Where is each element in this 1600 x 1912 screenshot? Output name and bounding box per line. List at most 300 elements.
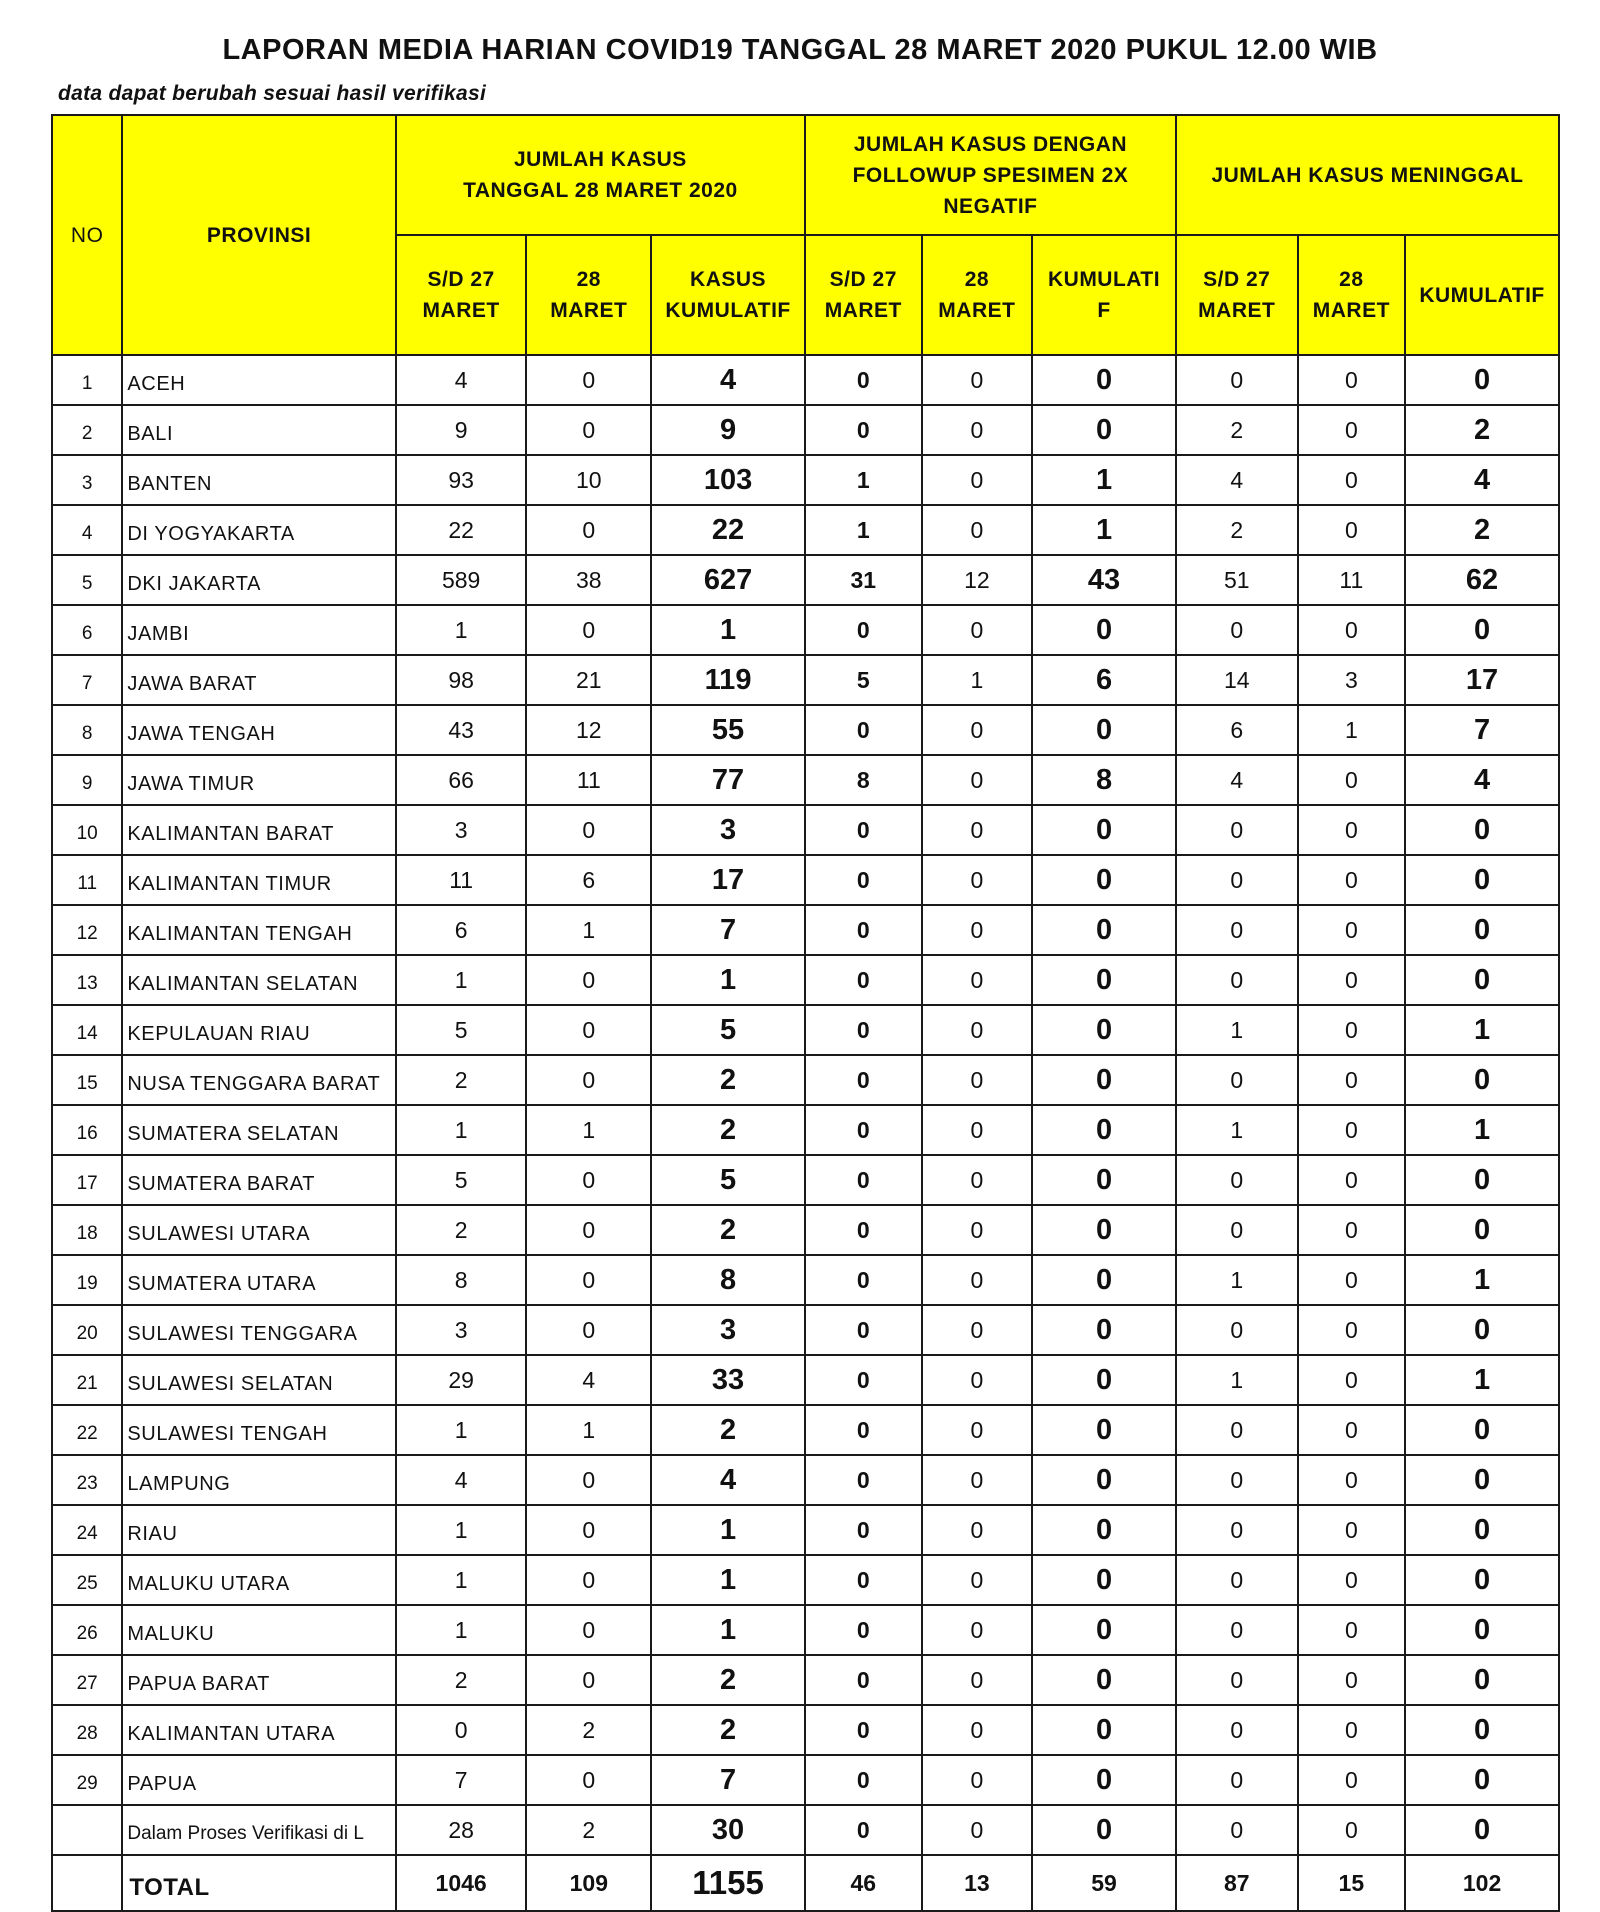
cell-no: 10 xyxy=(52,805,122,855)
cell-followup-kumulatif: 6 xyxy=(1032,655,1176,705)
cell-meninggal-sd27: 0 xyxy=(1176,905,1298,955)
cell-kasus-kumulatif: 2 xyxy=(651,1105,805,1155)
header-group-kasus-line2: TANGGAL 28 MARET 2020 xyxy=(463,179,738,202)
total-meninggal-sd27: 87 xyxy=(1176,1855,1298,1911)
cell-kasus-kumulatif: 33 xyxy=(651,1355,805,1405)
cell-meninggal-28: 0 xyxy=(1298,755,1406,805)
cell-meninggal-kumulatif: 0 xyxy=(1405,905,1559,955)
cell-kasus-sd27: 28 xyxy=(396,1805,527,1855)
cell-followup-kumulatif: 0 xyxy=(1032,905,1176,955)
cell-kasus-kumulatif: 2 xyxy=(651,1705,805,1755)
cell-kasus-sd27: 43 xyxy=(396,705,527,755)
cell-followup-sd27: 0 xyxy=(805,805,922,855)
cell-meninggal-sd27: 0 xyxy=(1176,1805,1298,1855)
header-line: MARET xyxy=(1312,299,1390,322)
cell-meninggal-kumulatif: 0 xyxy=(1405,1655,1559,1705)
cell-no: 9 xyxy=(52,755,122,805)
cell-provinsi: KALIMANTAN TENGAH xyxy=(122,905,395,955)
cell-followup-kumulatif: 0 xyxy=(1032,1505,1176,1555)
cell-followup-kumulatif: 0 xyxy=(1032,355,1176,405)
cell-kasus-sd27: 11 xyxy=(396,855,527,905)
cell-kasus-sd27: 0 xyxy=(396,1705,527,1755)
cell-provinsi: SUMATERA SELATAN xyxy=(122,1105,395,1155)
cell-no: 16 xyxy=(52,1105,122,1155)
cell-meninggal-kumulatif: 2 xyxy=(1405,405,1559,455)
cell-meninggal-28: 0 xyxy=(1298,1655,1406,1705)
cell-kasus-28: 0 xyxy=(526,1005,651,1055)
report-subtitle: data dapat berubah sesuai hasil verifikasi xyxy=(58,82,487,105)
cell-meninggal-sd27: 1 xyxy=(1176,1255,1298,1305)
cell-meninggal-sd27: 0 xyxy=(1176,605,1298,655)
cell-kasus-kumulatif: 3 xyxy=(651,805,805,855)
cell-provinsi: ACEH xyxy=(122,355,395,405)
cell-meninggal-28: 0 xyxy=(1298,405,1406,455)
cell-kasus-kumulatif: 77 xyxy=(651,755,805,805)
table-row xyxy=(52,1005,1559,1055)
header-kasus-28 xyxy=(526,235,651,355)
cell-kasus-sd27: 3 xyxy=(396,805,527,855)
cell-provinsi: JAWA TIMUR xyxy=(122,755,395,805)
cell-meninggal-sd27: 0 xyxy=(1176,855,1298,905)
cell-no: 2 xyxy=(52,405,122,455)
header-line: MARET xyxy=(938,299,1016,322)
table-row xyxy=(52,1255,1559,1305)
total-label: TOTAL xyxy=(122,1855,395,1911)
cell-meninggal-sd27: 1 xyxy=(1176,1105,1298,1155)
cell-provinsi: SULAWESI SELATAN xyxy=(122,1355,395,1405)
cell-kasus-sd27: 98 xyxy=(396,655,527,705)
cell-kasus-28: 2 xyxy=(526,1805,651,1855)
cell-followup-28: 0 xyxy=(922,1555,1033,1605)
table-row xyxy=(52,1155,1559,1205)
cell-meninggal-kumulatif: 4 xyxy=(1405,755,1559,805)
cell-meninggal-28: 0 xyxy=(1298,855,1406,905)
cell-kasus-28: 0 xyxy=(526,1505,651,1555)
cell-kasus-sd27: 5 xyxy=(396,1005,527,1055)
cell-followup-kumulatif: 0 xyxy=(1032,1655,1176,1705)
cell-no: 5 xyxy=(52,555,122,605)
cell-provinsi: PAPUA BARAT xyxy=(122,1655,395,1705)
cell-provinsi: KEPULAUAN RIAU xyxy=(122,1005,395,1055)
cell-followup-kumulatif: 1 xyxy=(1032,505,1176,555)
cell-provinsi: LAMPUNG xyxy=(122,1455,395,1505)
cell-followup-28: 0 xyxy=(922,905,1033,955)
cell-kasus-kumulatif: 2 xyxy=(651,1405,805,1455)
cell-meninggal-kumulatif: 1 xyxy=(1405,1355,1559,1405)
cell-followup-28: 0 xyxy=(922,1455,1033,1505)
header-line: S/D 27 xyxy=(1203,268,1271,291)
cell-meninggal-kumulatif: 0 xyxy=(1405,955,1559,1005)
header-line: KUMULATIF xyxy=(1419,283,1545,307)
cell-kasus-kumulatif: 103 xyxy=(651,455,805,505)
header-group-kasus-line1: JUMLAH KASUS xyxy=(513,148,687,171)
cell-followup-sd27: 0 xyxy=(805,1405,922,1455)
table-row xyxy=(52,1355,1559,1405)
cell-no: 12 xyxy=(52,905,122,955)
cell-meninggal-28: 0 xyxy=(1298,1055,1406,1105)
cell-provinsi: KALIMANTAN SELATAN xyxy=(122,955,395,1005)
table-row xyxy=(52,1405,1559,1455)
cell-followup-28: 0 xyxy=(922,1355,1033,1405)
cell-followup-28: 0 xyxy=(922,1255,1033,1305)
cell-meninggal-sd27: 0 xyxy=(1176,1655,1298,1705)
cell-followup-sd27: 0 xyxy=(805,1255,922,1305)
cell-followup-kumulatif: 0 xyxy=(1032,1805,1176,1855)
cell-followup-kumulatif: 0 xyxy=(1032,1605,1176,1655)
cell-no: 13 xyxy=(52,955,122,1005)
cell-kasus-kumulatif: 1 xyxy=(651,605,805,655)
cell-followup-kumulatif: 0 xyxy=(1032,405,1176,455)
cell-meninggal-sd27: 0 xyxy=(1176,355,1298,405)
cell-kasus-kumulatif: 2 xyxy=(651,1655,805,1705)
header-group-meninggal xyxy=(1176,115,1559,235)
table-row xyxy=(52,455,1559,505)
cell-meninggal-kumulatif: 0 xyxy=(1405,1405,1559,1455)
cell-kasus-sd27: 93 xyxy=(396,455,527,505)
cell-no xyxy=(52,1805,122,1855)
cell-kasus-28: 0 xyxy=(526,1605,651,1655)
table-row xyxy=(52,805,1559,855)
cell-no: 25 xyxy=(52,1555,122,1605)
cell-followup-28: 0 xyxy=(922,1655,1033,1705)
cell-kasus-28: 6 xyxy=(526,855,651,905)
cell-followup-kumulatif: 0 xyxy=(1032,605,1176,655)
cell-kasus-sd27: 5 xyxy=(396,1155,527,1205)
cell-kasus-kumulatif: 7 xyxy=(651,905,805,955)
cell-meninggal-kumulatif: 0 xyxy=(1405,1055,1559,1105)
cell-meninggal-28: 3 xyxy=(1298,655,1406,705)
cell-followup-kumulatif: 0 xyxy=(1032,955,1176,1005)
total-meninggal-28: 15 xyxy=(1298,1855,1406,1911)
table-row xyxy=(52,1655,1559,1705)
cell-followup-sd27: 0 xyxy=(805,1355,922,1405)
cell-meninggal-kumulatif: 0 xyxy=(1405,1305,1559,1355)
cell-followup-kumulatif: 0 xyxy=(1032,1705,1176,1755)
cell-kasus-28: 21 xyxy=(526,655,651,705)
cell-followup-sd27: 8 xyxy=(805,755,922,805)
cell-meninggal-28: 0 xyxy=(1298,1305,1406,1355)
cell-meninggal-kumulatif: 0 xyxy=(1405,1705,1559,1755)
cell-followup-kumulatif: 0 xyxy=(1032,1355,1176,1405)
cell-meninggal-kumulatif: 0 xyxy=(1405,1605,1559,1655)
cell-no: 7 xyxy=(52,655,122,705)
cell-followup-28: 0 xyxy=(922,505,1033,555)
cell-meninggal-kumulatif: 0 xyxy=(1405,1805,1559,1855)
cell-meninggal-kumulatif: 0 xyxy=(1405,355,1559,405)
cell-kasus-sd27: 1 xyxy=(396,1555,527,1605)
cell-followup-sd27: 0 xyxy=(805,1005,922,1055)
header-line: KUMULATIF xyxy=(665,299,791,322)
cell-followup-kumulatif: 0 xyxy=(1032,1255,1176,1305)
total-meninggal-kumulatif: 102 xyxy=(1405,1855,1559,1911)
cell-provinsi: JAWA BARAT xyxy=(122,655,395,705)
cell-kasus-sd27: 22 xyxy=(396,505,527,555)
cell-kasus-28: 0 xyxy=(526,605,651,655)
cell-followup-sd27: 0 xyxy=(805,1755,922,1805)
cell-meninggal-28: 0 xyxy=(1298,1805,1406,1855)
cell-meninggal-sd27: 0 xyxy=(1176,1155,1298,1205)
table-row xyxy=(52,905,1559,955)
cell-followup-kumulatif: 0 xyxy=(1032,1555,1176,1605)
header-group-followup-line2: FOLLOWUP SPESIMEN 2X xyxy=(852,163,1129,187)
header-group-followup xyxy=(805,115,1176,235)
cell-meninggal-sd27: 2 xyxy=(1176,405,1298,455)
cell-provinsi: BANTEN xyxy=(122,455,395,505)
cell-followup-28: 0 xyxy=(922,1005,1033,1055)
cell-followup-sd27: 0 xyxy=(805,1505,922,1555)
cell-kasus-kumulatif: 22 xyxy=(651,505,805,555)
cell-followup-sd27: 0 xyxy=(805,855,922,905)
cell-followup-28: 0 xyxy=(922,605,1033,655)
cell-no: 1 xyxy=(52,355,122,405)
cell-meninggal-28: 0 xyxy=(1298,1005,1406,1055)
cell-provinsi: DKI JAKARTA xyxy=(122,555,395,605)
cell-kasus-sd27: 1 xyxy=(396,1105,527,1155)
cell-followup-sd27: 1 xyxy=(805,455,922,505)
cell-kasus-sd27: 6 xyxy=(396,905,527,955)
cell-kasus-28: 38 xyxy=(526,555,651,605)
cell-no: 18 xyxy=(52,1205,122,1255)
cell-followup-sd27: 0 xyxy=(805,1205,922,1255)
cell-kasus-28: 0 xyxy=(526,1555,651,1605)
cell-provinsi: KALIMANTAN TIMUR xyxy=(122,855,395,905)
cell-followup-28: 0 xyxy=(922,1105,1033,1155)
cell-provinsi: SUMATERA BARAT xyxy=(122,1155,395,1205)
cell-provinsi: BALI xyxy=(122,405,395,455)
cell-kasus-sd27: 7 xyxy=(396,1755,527,1805)
cell-kasus-28: 0 xyxy=(526,1205,651,1255)
header-provinsi: PROVINSI xyxy=(122,115,395,355)
total-row xyxy=(52,1855,1559,1911)
cell-kasus-28: 0 xyxy=(526,1055,651,1105)
cell-no: 29 xyxy=(52,1755,122,1805)
cell-no: 19 xyxy=(52,1255,122,1305)
cell-meninggal-kumulatif: 1 xyxy=(1405,1255,1559,1305)
header-group-followup-line3: NEGATIF xyxy=(943,194,1038,218)
header-line: S/D 27 xyxy=(829,268,897,291)
cell-meninggal-sd27: 0 xyxy=(1176,805,1298,855)
cell-followup-28: 0 xyxy=(922,1155,1033,1205)
table-row xyxy=(52,1705,1559,1755)
cell-provinsi: SULAWESI TENGGARA xyxy=(122,1305,395,1355)
cell-meninggal-kumulatif: 0 xyxy=(1405,1155,1559,1205)
table-row xyxy=(52,1105,1559,1155)
cell-kasus-28: 0 xyxy=(526,1755,651,1805)
cell-meninggal-kumulatif: 62 xyxy=(1405,555,1559,605)
table-row xyxy=(52,1605,1559,1655)
cell-no: 20 xyxy=(52,1305,122,1355)
cell-meninggal-sd27: 0 xyxy=(1176,1605,1298,1655)
cell-provinsi: KALIMANTAN BARAT xyxy=(122,805,395,855)
header-line: MARET xyxy=(824,299,902,322)
header-followup-sd27 xyxy=(805,235,922,355)
cell-provinsi: DI YOGYAKARTA xyxy=(122,505,395,555)
cell-meninggal-sd27: 0 xyxy=(1176,1305,1298,1355)
cell-no: 8 xyxy=(52,705,122,755)
cell-meninggal-sd27: 0 xyxy=(1176,1505,1298,1555)
header-group-followup-line1: JUMLAH KASUS DENGAN xyxy=(853,132,1128,156)
cell-followup-kumulatif: 0 xyxy=(1032,1455,1176,1505)
cell-kasus-sd27: 2 xyxy=(396,1055,527,1105)
cell-followup-28: 0 xyxy=(922,705,1033,755)
cell-followup-28: 0 xyxy=(922,1505,1033,1555)
cell-provinsi: SULAWESI TENGAH xyxy=(122,1405,395,1455)
cell-meninggal-kumulatif: 0 xyxy=(1405,605,1559,655)
cell-followup-kumulatif: 1 xyxy=(1032,455,1176,505)
cell-meninggal-28: 0 xyxy=(1298,605,1406,655)
cell-kasus-sd27: 1 xyxy=(396,955,527,1005)
header-line: MARET xyxy=(550,299,628,322)
cell-meninggal-28: 0 xyxy=(1298,1255,1406,1305)
cell-provinsi: Dalam Proses Verifikasi di L xyxy=(122,1805,395,1855)
cell-kasus-kumulatif: 2 xyxy=(651,1055,805,1105)
cell-meninggal-28: 0 xyxy=(1298,905,1406,955)
cell-no: 6 xyxy=(52,605,122,655)
cell-followup-28: 0 xyxy=(922,355,1033,405)
cell-no: 11 xyxy=(52,855,122,905)
cell-kasus-kumulatif: 7 xyxy=(651,1755,805,1805)
table-row xyxy=(52,355,1559,405)
total-kasus-28: 109 xyxy=(526,1855,651,1911)
cell-followup-sd27: 0 xyxy=(805,1155,922,1205)
cell-kasus-28: 12 xyxy=(526,705,651,755)
cell-followup-sd27: 0 xyxy=(805,405,922,455)
cell-kasus-sd27: 2 xyxy=(396,1205,527,1255)
cell-kasus-sd27: 4 xyxy=(396,1455,527,1505)
total-kasus-kumulatif: 1155 xyxy=(651,1855,805,1911)
cell-no: 14 xyxy=(52,1005,122,1055)
cell-followup-28: 12 xyxy=(922,555,1033,605)
cell-no: 21 xyxy=(52,1355,122,1405)
cell-kasus-sd27: 2 xyxy=(396,1655,527,1705)
cell-kasus-kumulatif: 4 xyxy=(651,355,805,405)
table-row xyxy=(52,1555,1559,1605)
cell-kasus-sd27: 1 xyxy=(396,1605,527,1655)
cell-meninggal-28: 0 xyxy=(1298,1405,1406,1455)
table-row xyxy=(52,855,1559,905)
cell-meninggal-kumulatif: 4 xyxy=(1405,455,1559,505)
cell-followup-kumulatif: 0 xyxy=(1032,1005,1176,1055)
cell-provinsi: MALUKU UTARA xyxy=(122,1555,395,1605)
cell-no: 22 xyxy=(52,1405,122,1455)
cell-kasus-sd27: 1 xyxy=(396,1505,527,1555)
cell-meninggal-sd27: 0 xyxy=(1176,1405,1298,1455)
cell-kasus-kumulatif: 5 xyxy=(651,1005,805,1055)
total-followup-sd27: 46 xyxy=(805,1855,922,1911)
cell-kasus-sd27: 1 xyxy=(396,605,527,655)
cell-kasus-28: 0 xyxy=(526,1155,651,1205)
cell-kasus-28: 0 xyxy=(526,955,651,1005)
cell-meninggal-sd27: 0 xyxy=(1176,1555,1298,1605)
cell-followup-sd27: 0 xyxy=(805,1105,922,1155)
cell-kasus-28: 1 xyxy=(526,1105,651,1155)
cell-meninggal-kumulatif: 0 xyxy=(1405,855,1559,905)
cell-kasus-28: 0 xyxy=(526,405,651,455)
cell-followup-28: 0 xyxy=(922,1305,1033,1355)
cell-no xyxy=(52,1855,122,1911)
header-line: 28 xyxy=(576,268,601,291)
cell-kasus-sd27: 589 xyxy=(396,555,527,605)
cell-no: 24 xyxy=(52,1505,122,1555)
cell-followup-sd27: 31 xyxy=(805,555,922,605)
cell-followup-sd27: 0 xyxy=(805,1805,922,1855)
cell-meninggal-sd27: 0 xyxy=(1176,1205,1298,1255)
header-meninggal-28 xyxy=(1298,235,1406,355)
cell-no: 4 xyxy=(52,505,122,555)
cell-followup-sd27: 0 xyxy=(805,1605,922,1655)
cell-meninggal-28: 0 xyxy=(1298,355,1406,405)
cell-kasus-kumulatif: 17 xyxy=(651,855,805,905)
report-title: LAPORAN MEDIA HARIAN COVID19 TANGGAL 28 MARET 2020 PUKUL 12.00 WIB xyxy=(222,34,1378,66)
cell-followup-28: 0 xyxy=(922,855,1033,905)
cell-meninggal-sd27: 4 xyxy=(1176,755,1298,805)
cell-followup-28: 0 xyxy=(922,455,1033,505)
cell-followup-28: 0 xyxy=(922,1805,1033,1855)
cell-kasus-28: 0 xyxy=(526,355,651,405)
cell-kasus-sd27: 8 xyxy=(396,1255,527,1305)
cell-kasus-28: 0 xyxy=(526,505,651,555)
cell-followup-sd27: 0 xyxy=(805,1655,922,1705)
header-meninggal-kumulatif xyxy=(1405,235,1559,355)
cell-meninggal-sd27: 4 xyxy=(1176,455,1298,505)
header-line: MARET xyxy=(422,299,500,322)
table-row xyxy=(52,605,1559,655)
cell-kasus-kumulatif: 4 xyxy=(651,1455,805,1505)
cell-meninggal-sd27: 51 xyxy=(1176,555,1298,605)
cell-meninggal-28: 1 xyxy=(1298,705,1406,755)
cell-meninggal-sd27: 0 xyxy=(1176,1055,1298,1105)
covid-report-table xyxy=(51,114,1560,1912)
cell-no: 27 xyxy=(52,1655,122,1705)
cell-followup-sd27: 0 xyxy=(805,905,922,955)
cell-kasus-kumulatif: 627 xyxy=(651,555,805,605)
table-row xyxy=(52,1805,1559,1855)
header-line: MARET xyxy=(1198,299,1276,322)
cell-meninggal-kumulatif: 0 xyxy=(1405,1555,1559,1605)
cell-provinsi: NUSA TENGGARA BARAT xyxy=(122,1055,395,1105)
header-line: S/D 27 xyxy=(427,268,495,291)
table-row xyxy=(52,955,1559,1005)
cell-followup-sd27: 0 xyxy=(805,1055,922,1105)
header-row-groups xyxy=(52,115,1559,235)
cell-kasus-sd27: 29 xyxy=(396,1355,527,1405)
header-followup-kumulatif xyxy=(1032,235,1176,355)
cell-provinsi: KALIMANTAN UTARA xyxy=(122,1705,395,1755)
cell-followup-sd27: 0 xyxy=(805,1705,922,1755)
table-row xyxy=(52,1205,1559,1255)
cell-meninggal-kumulatif: 0 xyxy=(1405,1505,1559,1555)
cell-meninggal-28: 0 xyxy=(1298,1205,1406,1255)
cell-followup-28: 0 xyxy=(922,1405,1033,1455)
cell-provinsi: MALUKU xyxy=(122,1605,395,1655)
cell-kasus-sd27: 4 xyxy=(396,355,527,405)
cell-no: 28 xyxy=(52,1705,122,1755)
cell-meninggal-kumulatif: 17 xyxy=(1405,655,1559,705)
cell-followup-kumulatif: 0 xyxy=(1032,1305,1176,1355)
cell-provinsi: SULAWESI UTARA xyxy=(122,1205,395,1255)
cell-followup-kumulatif: 0 xyxy=(1032,1155,1176,1205)
cell-kasus-kumulatif: 1 xyxy=(651,955,805,1005)
cell-followup-28: 0 xyxy=(922,1205,1033,1255)
cell-kasus-28: 0 xyxy=(526,1655,651,1705)
cell-followup-kumulatif: 43 xyxy=(1032,555,1176,605)
cell-meninggal-28: 0 xyxy=(1298,455,1406,505)
cell-meninggal-28: 0 xyxy=(1298,955,1406,1005)
cell-meninggal-kumulatif: 0 xyxy=(1405,1205,1559,1255)
cell-kasus-kumulatif: 8 xyxy=(651,1255,805,1305)
cell-followup-sd27: 0 xyxy=(805,1305,922,1355)
total-followup-28: 13 xyxy=(922,1855,1033,1911)
